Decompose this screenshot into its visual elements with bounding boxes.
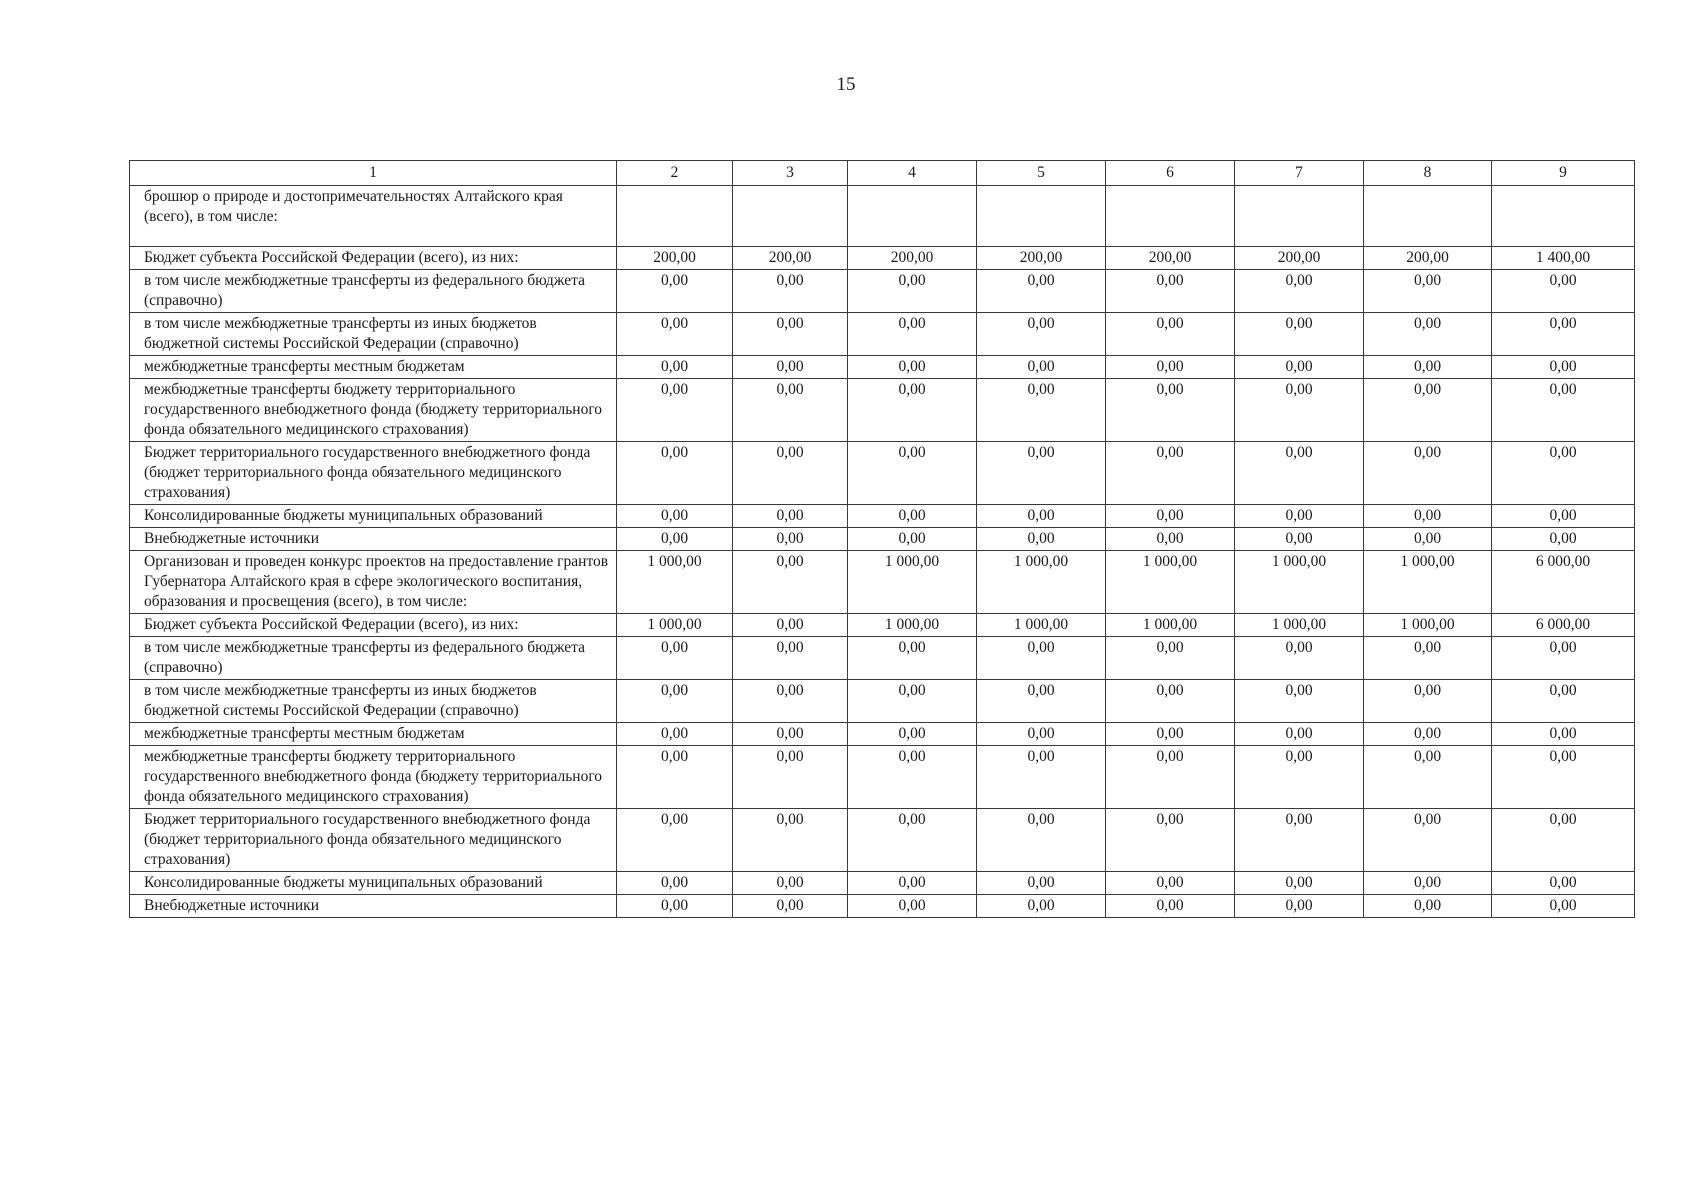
row-label: Консолидированные бюджеты муниципальных образований [130, 505, 617, 528]
value-cell: 0,00 [617, 528, 733, 551]
value-cell: 1 400,00 [1492, 247, 1635, 270]
column-header: 4 [848, 161, 977, 186]
value-cell: 0,00 [848, 746, 977, 809]
table-row [130, 895, 1635, 918]
row-label: Бюджет субъекта Российской Федерации (всего), из них: [130, 614, 617, 637]
value-cell: 0,00 [1364, 872, 1492, 895]
value-cell: 0,00 [733, 746, 848, 809]
value-cell: 0,00 [1235, 637, 1364, 680]
value-cell: 0,00 [1235, 270, 1364, 313]
value-cell: 0,00 [617, 356, 733, 379]
value-cell [1106, 186, 1235, 247]
value-cell: 0,00 [733, 528, 848, 551]
value-cell: 0,00 [617, 723, 733, 746]
value-cell: 0,00 [1492, 379, 1635, 442]
value-cell: 0,00 [1235, 442, 1364, 505]
value-cell [733, 186, 848, 247]
value-cell: 0,00 [977, 809, 1106, 872]
value-cell: 0,00 [848, 723, 977, 746]
value-cell: 1 000,00 [1106, 614, 1235, 637]
value-cell: 0,00 [1235, 528, 1364, 551]
value-cell: 0,00 [1106, 637, 1235, 680]
value-cell: 0,00 [1235, 505, 1364, 528]
value-cell: 0,00 [1106, 442, 1235, 505]
value-cell: 0,00 [617, 637, 733, 680]
value-cell: 1 000,00 [977, 551, 1106, 614]
value-cell: 0,00 [1106, 809, 1235, 872]
header-row [130, 161, 1635, 186]
table-row [130, 872, 1635, 895]
value-cell: 0,00 [1235, 313, 1364, 356]
value-cell: 0,00 [1364, 505, 1492, 528]
value-cell: 1 000,00 [617, 551, 733, 614]
row-label: Организован и проведен конкурс проектов на предоставление грантов Губернатора Алтайского края в сфере экологического воспитания, образования и просвещения (всего), в том числе: [130, 551, 617, 614]
value-cell [1492, 186, 1635, 247]
column-header: 8 [1364, 161, 1492, 186]
value-cell [848, 186, 977, 247]
value-cell: 0,00 [1235, 723, 1364, 746]
value-cell: 0,00 [1492, 895, 1635, 918]
value-cell: 6 000,00 [1492, 551, 1635, 614]
value-cell: 0,00 [1364, 379, 1492, 442]
value-cell: 0,00 [848, 505, 977, 528]
table-row [130, 186, 1635, 247]
table-row [130, 442, 1635, 505]
value-cell: 0,00 [1364, 637, 1492, 680]
value-cell: 0,00 [617, 746, 733, 809]
value-cell: 200,00 [1106, 247, 1235, 270]
value-cell: 0,00 [1492, 270, 1635, 313]
value-cell: 0,00 [733, 551, 848, 614]
value-cell: 0,00 [977, 746, 1106, 809]
value-cell: 0,00 [617, 895, 733, 918]
value-cell [1364, 186, 1492, 247]
row-label: межбюджетные трансферты бюджету территориального государственного внебюджетного фонда (бюджету территориального фонда обязательного медицинского страхования) [130, 379, 617, 442]
value-cell: 0,00 [977, 379, 1106, 442]
value-cell: 0,00 [1364, 680, 1492, 723]
value-cell: 0,00 [848, 313, 977, 356]
value-cell: 200,00 [617, 247, 733, 270]
value-cell: 0,00 [1235, 746, 1364, 809]
value-cell: 1 000,00 [617, 614, 733, 637]
value-cell: 0,00 [848, 680, 977, 723]
value-cell: 0,00 [848, 895, 977, 918]
value-cell: 0,00 [848, 528, 977, 551]
value-cell: 0,00 [1364, 746, 1492, 809]
table-header [130, 161, 1635, 186]
budget-table [129, 160, 1635, 918]
value-cell: 0,00 [1106, 505, 1235, 528]
row-label: в том числе межбюджетные трансферты из федерального бюджета (справочно) [130, 637, 617, 680]
value-cell: 0,00 [848, 637, 977, 680]
value-cell: 0,00 [1106, 313, 1235, 356]
value-cell: 0,00 [617, 270, 733, 313]
table-row [130, 637, 1635, 680]
value-cell: 0,00 [1364, 809, 1492, 872]
value-cell: 0,00 [617, 313, 733, 356]
value-cell: 0,00 [1364, 528, 1492, 551]
table-row [130, 809, 1635, 872]
value-cell: 0,00 [1235, 356, 1364, 379]
value-cell: 0,00 [1492, 723, 1635, 746]
value-cell: 0,00 [977, 505, 1106, 528]
value-cell: 0,00 [1364, 270, 1492, 313]
value-cell: 0,00 [1364, 723, 1492, 746]
value-cell [977, 186, 1106, 247]
value-cell: 0,00 [1106, 746, 1235, 809]
value-cell: 200,00 [1364, 247, 1492, 270]
value-cell: 0,00 [733, 872, 848, 895]
value-cell: 0,00 [617, 505, 733, 528]
value-cell: 0,00 [848, 809, 977, 872]
value-cell: 1 000,00 [1364, 614, 1492, 637]
row-label: брошюр о природе и достопримечательностях Алтайского края (всего), в том числе: [130, 186, 617, 247]
value-cell: 0,00 [733, 895, 848, 918]
row-label: Внебюджетные источники [130, 895, 617, 918]
table-row [130, 379, 1635, 442]
value-cell: 0,00 [1106, 528, 1235, 551]
value-cell: 0,00 [1106, 680, 1235, 723]
table-row [130, 680, 1635, 723]
value-cell: 0,00 [733, 637, 848, 680]
column-header: 1 [130, 161, 617, 186]
value-cell: 0,00 [733, 356, 848, 379]
value-cell: 0,00 [1492, 809, 1635, 872]
value-cell: 0,00 [1492, 680, 1635, 723]
value-cell: 200,00 [733, 247, 848, 270]
value-cell: 0,00 [1492, 356, 1635, 379]
value-cell: 0,00 [1492, 313, 1635, 356]
table-row [130, 356, 1635, 379]
column-header: 2 [617, 161, 733, 186]
value-cell: 1 000,00 [1235, 551, 1364, 614]
value-cell: 1 000,00 [1364, 551, 1492, 614]
value-cell: 0,00 [733, 505, 848, 528]
row-label: Консолидированные бюджеты муниципальных образований [130, 872, 617, 895]
value-cell: 0,00 [1235, 872, 1364, 895]
value-cell: 0,00 [977, 637, 1106, 680]
value-cell: 0,00 [977, 895, 1106, 918]
value-cell: 0,00 [733, 723, 848, 746]
value-cell: 0,00 [1364, 895, 1492, 918]
row-label: межбюджетные трансферты бюджету территориального государственного внебюджетного фонда (бюджету территориального фонда обязательного медицинского страхования) [130, 746, 617, 809]
value-cell: 0,00 [1492, 637, 1635, 680]
value-cell: 0,00 [1235, 680, 1364, 723]
value-cell: 0,00 [1106, 872, 1235, 895]
value-cell: 0,00 [617, 809, 733, 872]
value-cell: 0,00 [1106, 270, 1235, 313]
value-cell: 0,00 [977, 442, 1106, 505]
value-cell: 0,00 [617, 379, 733, 442]
value-cell [617, 186, 733, 247]
value-cell: 0,00 [1364, 313, 1492, 356]
value-cell: 0,00 [1364, 442, 1492, 505]
row-label: в том числе межбюджетные трансферты из федерального бюджета (справочно) [130, 270, 617, 313]
table-row [130, 746, 1635, 809]
value-cell: 0,00 [1106, 379, 1235, 442]
value-cell: 0,00 [848, 270, 977, 313]
row-label: в том числе межбюджетные трансферты из иных бюджетов бюджетной системы Российской Федерации (справочно) [130, 680, 617, 723]
value-cell: 0,00 [1106, 356, 1235, 379]
value-cell: 0,00 [1235, 379, 1364, 442]
value-cell: 200,00 [848, 247, 977, 270]
value-cell: 0,00 [733, 442, 848, 505]
table-body [130, 186, 1635, 918]
table-row [130, 313, 1635, 356]
value-cell: 0,00 [733, 680, 848, 723]
value-cell: 0,00 [848, 442, 977, 505]
row-label: Бюджет территориального государственного внебюджетного фонда (бюджет территориального фонда обязательного медицинского страхования) [130, 442, 617, 505]
value-cell: 0,00 [977, 270, 1106, 313]
value-cell: 0,00 [848, 872, 977, 895]
value-cell: 0,00 [733, 809, 848, 872]
table-row [130, 528, 1635, 551]
table-row [130, 614, 1635, 637]
value-cell: 0,00 [733, 313, 848, 356]
column-header: 9 [1492, 161, 1635, 186]
value-cell: 0,00 [977, 680, 1106, 723]
value-cell: 0,00 [617, 872, 733, 895]
value-cell: 0,00 [1364, 356, 1492, 379]
value-cell: 0,00 [977, 313, 1106, 356]
value-cell: 200,00 [977, 247, 1106, 270]
value-cell: 0,00 [848, 379, 977, 442]
row-label: Бюджет субъекта Российской Федерации (всего), из них: [130, 247, 617, 270]
value-cell: 0,00 [733, 379, 848, 442]
value-cell: 0,00 [1235, 809, 1364, 872]
value-cell: 1 000,00 [1106, 551, 1235, 614]
value-cell: 6 000,00 [1492, 614, 1635, 637]
page-number: 15 [836, 74, 856, 95]
table-row [130, 247, 1635, 270]
value-cell: 0,00 [617, 680, 733, 723]
value-cell: 0,00 [1492, 528, 1635, 551]
column-header: 7 [1235, 161, 1364, 186]
value-cell: 0,00 [1492, 442, 1635, 505]
value-cell: 1 000,00 [977, 614, 1106, 637]
value-cell: 0,00 [1492, 505, 1635, 528]
value-cell: 0,00 [977, 872, 1106, 895]
value-cell: 0,00 [733, 614, 848, 637]
value-cell: 1 000,00 [848, 614, 977, 637]
row-label: Внебюджетные источники [130, 528, 617, 551]
row-label: в том числе межбюджетные трансферты из иных бюджетов бюджетной системы Российской Федерации (справочно) [130, 313, 617, 356]
value-cell: 0,00 [1492, 746, 1635, 809]
table-row [130, 270, 1635, 313]
table-row [130, 505, 1635, 528]
column-header: 5 [977, 161, 1106, 186]
row-label: Бюджет территориального государственного внебюджетного фонда (бюджет территориального фонда обязательного медицинского страхования) [130, 809, 617, 872]
value-cell: 0,00 [1235, 895, 1364, 918]
table-row [130, 723, 1635, 746]
value-cell: 0,00 [733, 270, 848, 313]
value-cell: 0,00 [977, 723, 1106, 746]
table-row [130, 551, 1635, 614]
row-label: межбюджетные трансферты местным бюджетам [130, 356, 617, 379]
value-cell: 1 000,00 [1235, 614, 1364, 637]
value-cell: 1 000,00 [848, 551, 977, 614]
value-cell: 0,00 [1106, 895, 1235, 918]
row-label: межбюджетные трансферты местным бюджетам [130, 723, 617, 746]
value-cell: 0,00 [617, 442, 733, 505]
value-cell: 0,00 [977, 356, 1106, 379]
column-header: 6 [1106, 161, 1235, 186]
value-cell: 0,00 [977, 528, 1106, 551]
value-cell: 200,00 [1235, 247, 1364, 270]
value-cell: 0,00 [1106, 723, 1235, 746]
value-cell: 0,00 [1492, 872, 1635, 895]
column-header: 3 [733, 161, 848, 186]
value-cell: 0,00 [848, 356, 977, 379]
value-cell [1235, 186, 1364, 247]
